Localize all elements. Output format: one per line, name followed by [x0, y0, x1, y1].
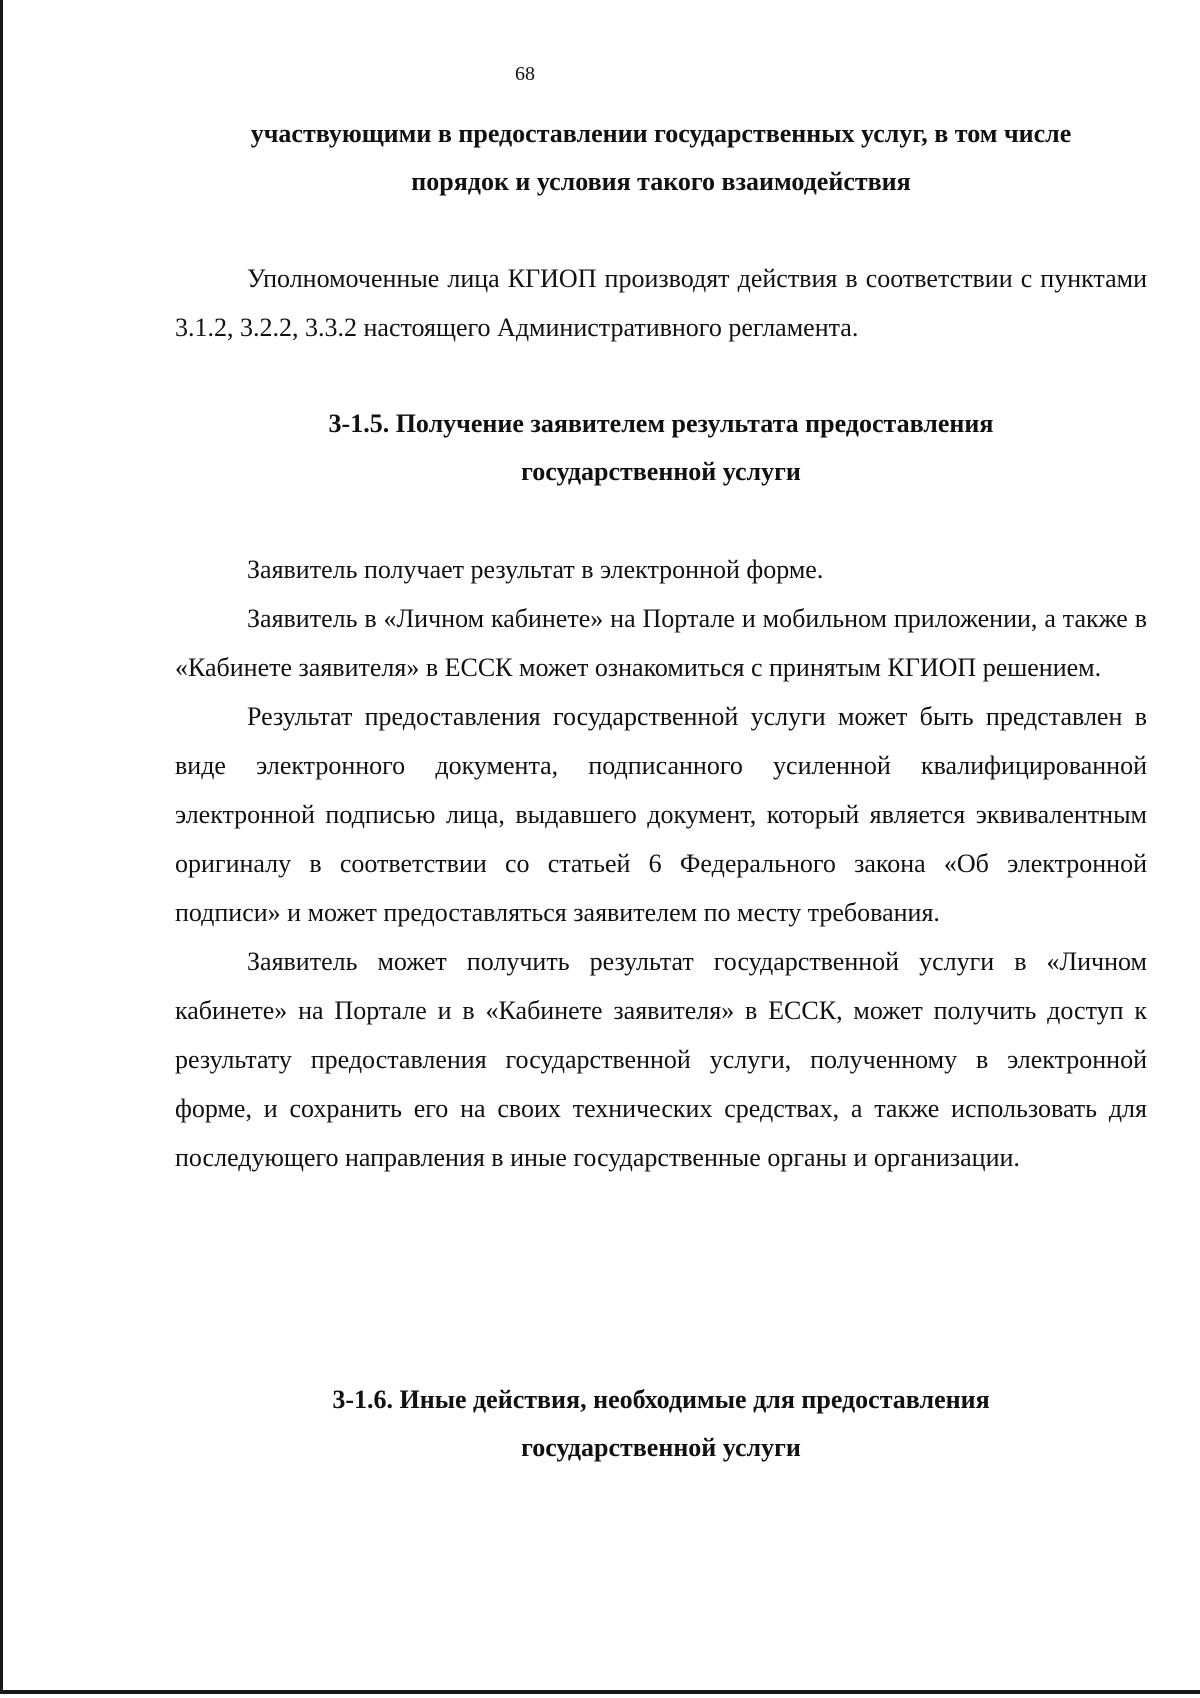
heading-line: государственной услуги: [521, 457, 801, 486]
heading-line: 3-1.6. Иные действия, необходимые для предоставления: [332, 1385, 990, 1414]
heading-line: участвующими в предоставлении государственных услуг, в том числе: [250, 119, 1072, 148]
paragraph: Уполномоченные лица КГИОП производят действия в соответствии с пунктами 3.1.2, 3.2.2, 3.3.2 настоящего Административного регламента.: [175, 264, 1147, 342]
scan-border-bottom: [0, 1690, 1200, 1694]
section-body-a: [175, 254, 1147, 352]
paragraph: Заявитель в «Личном кабинете» на Портале и мобильном приложении, а также в «Кабинете заявителя» в ЕССК может ознакомиться с принятым КГИОП решением.: [175, 604, 1147, 682]
scan-border-left: [0, 0, 3, 1690]
heading-line: порядок и условия такого взаимодействия: [411, 167, 911, 196]
section-heading-3-1-6: [175, 1376, 1147, 1472]
page-number: 68: [515, 63, 535, 85]
section-body-b: [175, 545, 1147, 1182]
paragraph: Заявитель получает результат в электронной форме.: [247, 555, 824, 584]
paragraph: Результат предоставления государственной услуги может быть представлен в виде электронного документа, подписанного усиленной квалифицированной электронной подписью лица, выдавшего документ, который является эквивалентным оригиналу в соответствии со статьей 6 Федерального закона «Об электронной подписи» и может предоставляться заявителем по месту требования.: [175, 702, 1147, 927]
section-heading-continuation: [175, 110, 1147, 206]
section-heading-3-1-5: [175, 400, 1147, 496]
heading-line: государственной услуги: [521, 1433, 801, 1462]
paragraph: Заявитель может получить результат государственной услуги в «Личном кабинете» на Портале и в «Кабинете заявителя» в ЕССК, может получить доступ к результату предоставления государственной услуги, полученному в электронной форме, и сохранить его на своих технических средствах, а также использовать для последующего направления в иные государственные органы и организации.: [175, 947, 1147, 1172]
heading-line: 3-1.5. Получение заявителем результата предоставления: [328, 409, 994, 438]
